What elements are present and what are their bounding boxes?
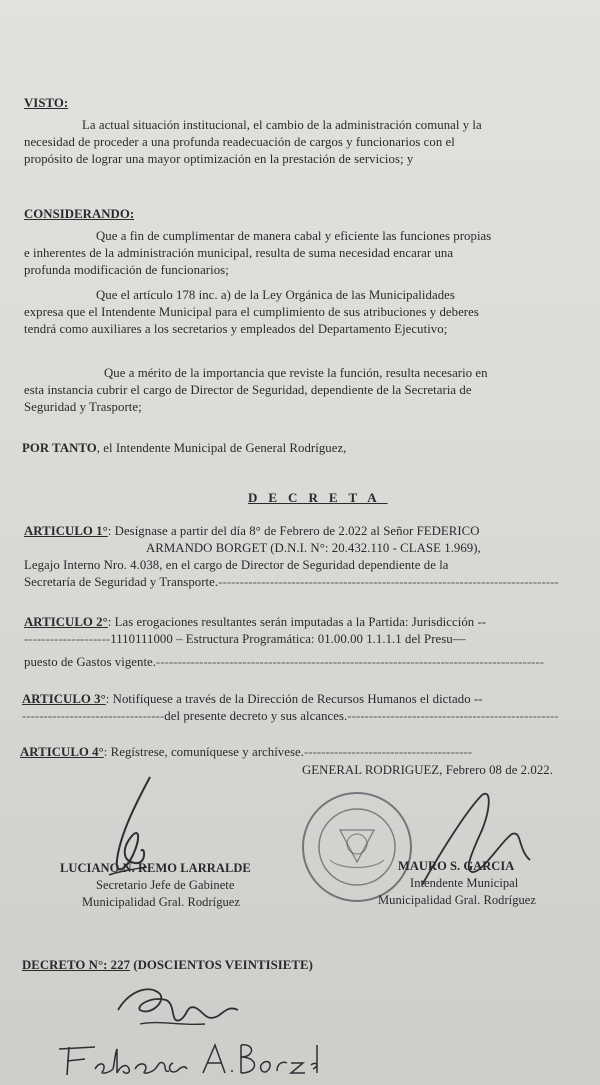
signature-borget-initials: [110, 980, 250, 1040]
signer-left: [60, 860, 251, 911]
decreta-heading: DECRETA: [248, 490, 388, 505]
articulo-1-line-1: : Desígnase a partir del día 8° de Febrero de 2.022 al Señor FEDERICO: [107, 524, 480, 538]
signature-borget-handwritten-name: [55, 1035, 325, 1080]
visto-line-2: necesidad de proceder a una profunda readecuación de cargos y funcionarios con el: [24, 135, 455, 149]
considerando-heading: CONSIDERANDO:: [24, 207, 135, 221]
considerando-p2-line-2: expresa que el Intendente Municipal para el cumplimiento de sus atribuciones y deberes: [24, 305, 479, 319]
signer-left-title: Secretario Jefe de Gabinete: [96, 878, 235, 892]
considerando-p3-line-2: esta instancia cubrir el cargo de Director de Seguridad, dependiente de la Secretaria de: [24, 383, 472, 397]
considerando-p1-line-3: profunda modificación de funcionarios;: [24, 263, 229, 277]
articulo-3-line-1: : Notifíquese a través de la Dirección de Recursos Humanos el dictado --: [105, 692, 483, 706]
signer-left-name: LUCIANO N. REMO LARRALDE: [60, 861, 251, 875]
decreto-numero: [22, 957, 313, 974]
articulo-2-line-1: : Las erogaciones resultantes serán imputadas a la Partida: Jurisdicción --: [107, 615, 487, 629]
articulo-2-label: ARTICULO 2°: [24, 615, 108, 629]
articulo-3-label: ARTICULO 3°: [22, 692, 106, 706]
signer-right-org: Municipalidad Gral. Rodríguez: [378, 893, 537, 907]
por-tanto: [22, 440, 346, 457]
articulo-3-line-2: del presente decreto y sus alcances.: [164, 709, 348, 723]
considerando-p1-line-2: e inherentes de la administración municipal, resulta de suma necesidad encarar una: [24, 246, 454, 260]
articulo-4-line-1: : Regístrese, comuníquese y archívese.: [103, 745, 304, 759]
articulo-1-label: ARTICULO 1°: [24, 524, 108, 538]
articulo-2-line-2: 1110111000 – Estructura Programática: 01.00.00 1.1.1.1 del Presu—: [110, 632, 466, 646]
considerando-p2-line-1: Que el artículo 178 inc. a) de la Ley Orgánica de las Municipalidades: [96, 288, 455, 302]
articulo-1-line-3: Legajo Interno Nro. 4.038, en el cargo de Director de Seguridad dependiente de la: [24, 558, 449, 572]
considerando-p3-line-3: Seguridad y Trasporte;: [24, 400, 142, 414]
articulo-3: ARTICULO 3°: Notifíquese a través de la Dirección de Recursos Humanos el dictado -- ---------------------------------del presente decreto y sus alcances.-------------------------------------------------: [22, 692, 559, 723]
por-tanto-bold: POR TANTO: [22, 441, 97, 455]
visto-line-3: propósito de lograr una mayor optimización en la prestación de servicios; y: [24, 152, 414, 166]
visto-line-1: La actual situación institucional, el cambio de la administración comunal y la: [82, 118, 482, 132]
signer-right-name: MAURO S. GARCIA: [398, 859, 515, 873]
visto-paragraph: [24, 117, 579, 168]
decreto-numero-text: (DOSCIENTOS VEINTISIETE): [130, 958, 313, 972]
document-date: GENERAL RODRIGUEZ, Febrero 08 de 2.022.: [302, 763, 553, 777]
signer-left-org: Municipalidad Gral. Rodríguez: [82, 895, 241, 909]
decreto-numero-label: DECRETO N°: 227: [22, 958, 131, 972]
considerando-paragraph-3: [24, 365, 584, 416]
articulo-1-line-4: Secretaría de Seguridad y Transporte.: [24, 575, 219, 589]
por-tanto-text: , el Intendente Municipal de General Rodríguez,: [96, 441, 347, 455]
visto-heading: VISTO:: [24, 96, 69, 110]
considerando-paragraph-2: [24, 287, 579, 338]
signer-right: [378, 858, 537, 909]
articulo-4-label: ARTICULO 4°: [20, 745, 104, 759]
articulo-4: ARTICULO 4°: Regístrese, comuníquese y archívese.---------------------------------------: [20, 745, 473, 759]
articulo-1: ARTICULO 1°: Desígnase a partir del día 8° de Febrero de 2.022 al Señor FEDERICO ARMANDO BORGET (D.N.I. N°: 20.432.110 - CLASE 1.969), Legajo Interno Nro. 4.038, en el cargo de Director de Seguridad dependiente de la Secretaría de Seguridad y Transporte.-------------------------------------------------------------------------------: [24, 523, 594, 591]
considerando-paragraph-1: [24, 228, 579, 279]
considerando-p1-line-1: Que a fin de cumplimentar de manera cabal y eficiente las funciones propias: [96, 229, 492, 243]
signer-right-title: Intendente Municipal: [410, 876, 519, 890]
considerando-p3-line-1: Que a mérito de la importancia que reviste la función, resulta necesario en: [104, 366, 488, 380]
articulo-2: ARTICULO 2°: Las erogaciones resultantes serán imputadas a la Partida: Jurisdicción -- --------------------1110111000 – Estructura Programática: 01.00.00 1.1.1.1 del Presu— puesto de Gastos vigente.------------------------------------------------------------------------------------------: [24, 615, 545, 669]
articulo-1-line-2: ARMANDO BORGET (D.N.I. N°: 20.432.110 - CLASE 1.969),: [146, 541, 481, 555]
considerando-p2-line-3: tendrá como auxiliares a los secretarios y empleados del Departamento Ejecutivo;: [24, 322, 448, 336]
articulo-2-line-3: puesto de Gastos vigente.: [24, 655, 157, 669]
